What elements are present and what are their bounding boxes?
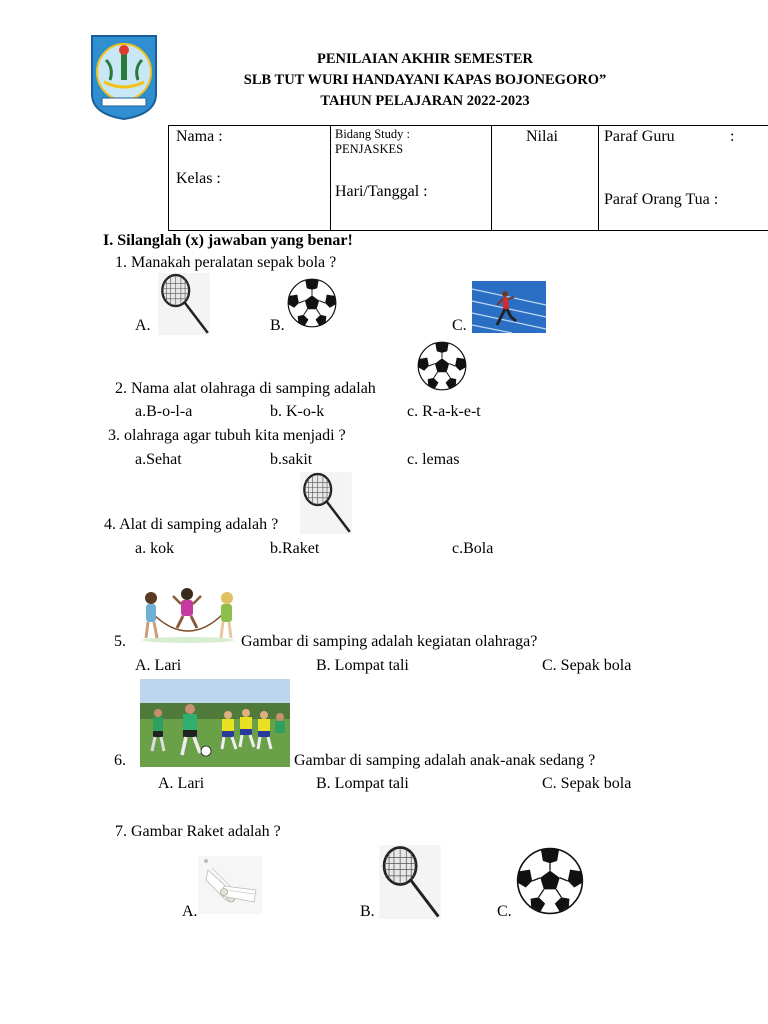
- racket-icon: [378, 845, 442, 919]
- soccer-ball-icon: [417, 341, 467, 391]
- q7-option-c[interactable]: C.: [497, 903, 512, 920]
- q7-text: 7. Gambar Raket adalah ?: [115, 823, 281, 840]
- paraf-ortu-label: Paraf Orang Tua :: [604, 191, 719, 208]
- q6-option-a[interactable]: A. Lari: [158, 775, 205, 792]
- shuttlecock-icon: [198, 856, 262, 914]
- kelas-label: Kelas :: [176, 170, 221, 187]
- header-line-1: PENILAIAN AKHIR SEMESTER: [317, 51, 533, 67]
- header-line-3: TAHUN PELAJARAN 2022-2023: [320, 93, 530, 109]
- q5-option-c[interactable]: C. Sepak bola: [542, 657, 632, 674]
- q7-option-a[interactable]: A.: [182, 903, 198, 920]
- jump-rope-image: [137, 586, 239, 644]
- nama-label: Nama :: [176, 128, 223, 145]
- q4-text: 4. Alat di samping adalah ?: [104, 516, 279, 533]
- nilai-label: Nilai: [526, 128, 558, 145]
- racket-icon: [300, 472, 352, 534]
- soccer-ball-icon: [516, 847, 584, 915]
- q2-option-a[interactable]: a.B-o-l-a: [135, 403, 193, 420]
- section-title: I. Silanglah (x) jawaban yang benar!: [103, 232, 353, 249]
- q3-option-b[interactable]: b.sakit: [270, 451, 313, 468]
- runner-image: [472, 281, 546, 333]
- q1-option-b[interactable]: B.: [270, 317, 285, 334]
- q6-text: Gambar di samping adalah anak-anak sedang ?: [294, 752, 596, 769]
- q1-option-c[interactable]: C.: [452, 317, 467, 334]
- q5-option-a[interactable]: A. Lari: [135, 657, 182, 674]
- q1-text: 1. Manakah peralatan sepak bola ?: [115, 254, 337, 271]
- q5-number: 5.: [114, 633, 126, 650]
- hari-label: Hari/Tanggal :: [335, 183, 428, 200]
- paraf-guru-label: Paraf Guru: [604, 128, 675, 145]
- q5-text: Gambar di samping adalah kegiatan olahraga?: [241, 633, 538, 650]
- q2-text: 2. Nama alat olahraga di samping adalah: [115, 380, 376, 397]
- q6-number: 6.: [114, 752, 126, 769]
- q5-option-b[interactable]: B. Lompat tali: [316, 657, 409, 674]
- q7-option-b[interactable]: B.: [360, 903, 375, 920]
- q6-option-c[interactable]: C. Sepak bola: [542, 775, 632, 792]
- q4-option-b[interactable]: b.Raket: [270, 540, 320, 557]
- q4-option-c[interactable]: c.Bola: [452, 540, 494, 557]
- paraf-guru-colon: :: [730, 128, 735, 145]
- q2-option-c[interactable]: c. R-a-k-e-t: [407, 403, 481, 420]
- racket-icon: [158, 273, 210, 335]
- q6-option-b[interactable]: B. Lompat tali: [316, 775, 409, 792]
- q1-option-a[interactable]: A.: [135, 317, 151, 334]
- q3-option-a[interactable]: a.Sehat: [135, 451, 182, 468]
- bidang-value: PENJASKES: [335, 142, 404, 156]
- bidang-label: Bidang Study :: [335, 127, 411, 141]
- q2-option-b[interactable]: b. K-o-k: [270, 403, 325, 420]
- header-line-2: SLB TUT WURI HANDAYANI KAPAS BOJONEGORO”: [243, 72, 607, 88]
- q3-text: 3. olahraga agar tubuh kita menjadi ?: [108, 427, 346, 444]
- soccer-ball-icon: [287, 278, 337, 328]
- q4-option-a[interactable]: a. kok: [135, 540, 175, 557]
- q3-option-c[interactable]: c. lemas: [407, 451, 460, 468]
- soccer-kids-image: [140, 679, 290, 767]
